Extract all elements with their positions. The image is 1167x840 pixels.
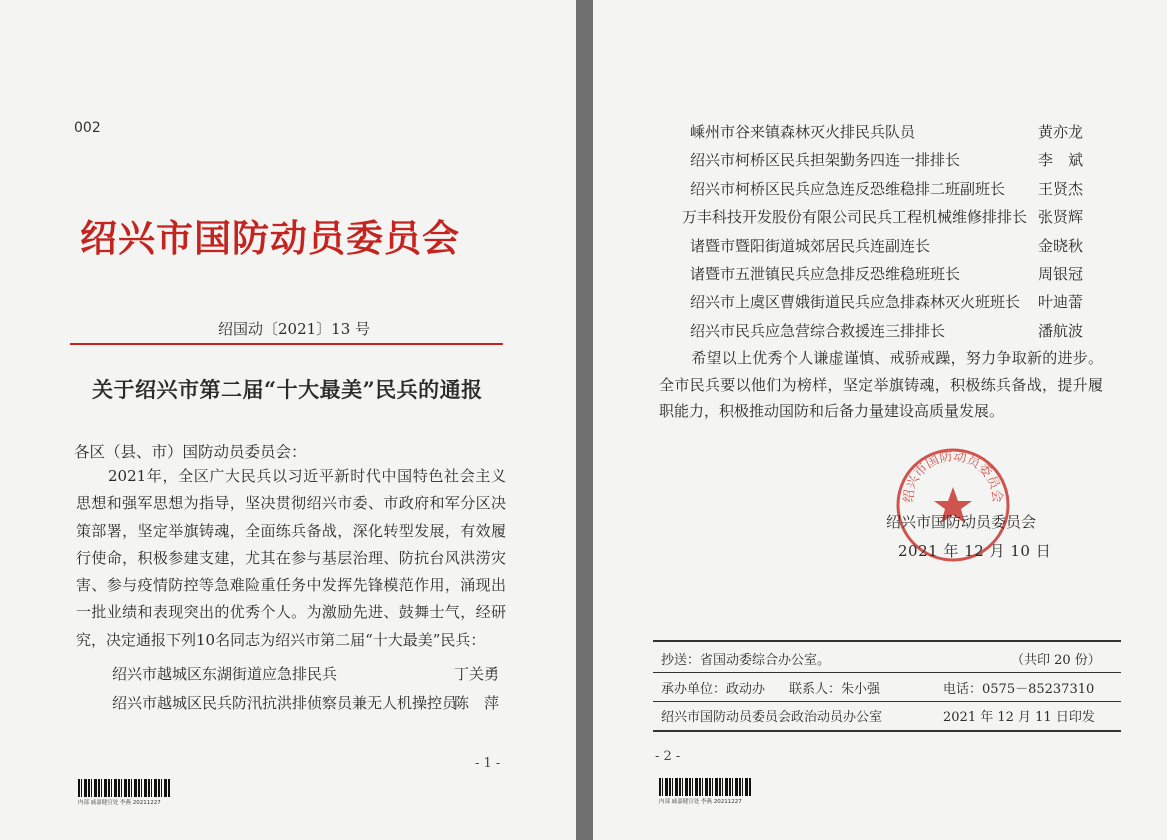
contact-phone: 电话：0575－85237310 [943, 682, 1095, 697]
honoree-entry [690, 320, 1120, 348]
honoree-entry [690, 178, 1120, 206]
contact-person: 联系人：朱小强 [789, 682, 881, 697]
honoree-name: 王贤杰 [1038, 179, 1084, 198]
seal-lettering: 绍兴市国防动员委员会 [901, 449, 1005, 504]
honoree-name: 丁关勇 [454, 665, 500, 683]
honoree-name: 金晓秋 [1038, 236, 1084, 255]
honoree-name: 张贤辉 [1038, 208, 1084, 227]
honoree-name: 黄亦龙 [1038, 123, 1084, 141]
barcode-caption: 内部 戚嘉健宣处 李燕 20211227 [78, 800, 161, 806]
honoree-list [682, 121, 1120, 348]
closing-text: 希望以上优秀个人谦虚谨慎、戒骄戒躁，努力争取新的进步。全市民兵要以他们为榜样，坚定举旗铸魂，积极练兵备战，提升履职能力，积极推动国防和后备力量建设高质量发展。 [659, 349, 1103, 420]
page-number: - 1 - [475, 756, 501, 771]
honoree-name: 李 斌 [1038, 151, 1084, 170]
notice-title: 关于绍兴市第二届“十大最美”民兵的通报 [92, 377, 483, 402]
honoree-entry [112, 663, 512, 685]
honoree-entry [682, 206, 1120, 234]
copy-count: （共印 20 份） [1011, 653, 1101, 668]
contact-row [653, 678, 1121, 698]
page-number: - 2 - [655, 749, 681, 764]
honoree-title: 绍兴市上虞区曹娥街道民兵应急排森林灭火班班长 [690, 293, 1021, 312]
signature-organization: 绍兴市国防动员委员会 [886, 513, 1037, 531]
document-number: 绍国动〔2021〕13 号 [218, 320, 371, 338]
document-page-1 [0, 0, 576, 840]
honoree-entry [690, 291, 1120, 319]
barcode-stamp [659, 778, 751, 805]
honoree-name: 陈 萍 [454, 694, 500, 712]
honoree-title: 绍兴市越城区民兵防汛抗洪排侦察员兼无人机操控员 [112, 694, 458, 712]
footer-rule-top [653, 640, 1121, 642]
honoree-name: 潘航波 [1038, 321, 1084, 340]
honoree-title: 绍兴市柯桥区民兵担架勤务四连一排排长 [690, 151, 961, 170]
barcode-icon [78, 779, 170, 797]
barcode-caption: 内部 戚嘉健宣处 李燕 20211227 [659, 799, 742, 805]
honoree-title: 绍兴市柯桥区民兵应急连反恐维稳排二班副班长 [690, 179, 1006, 198]
honoree-title: 诸暨市五泄镇民兵应急排反恐维稳班班长 [690, 264, 961, 283]
honoree-entry [690, 263, 1120, 291]
document-code: 002 [74, 120, 101, 136]
barcode-icon [659, 778, 751, 796]
issue-date: 2021 年 12 月 11 日印发 [943, 710, 1095, 725]
honoree-entry [690, 235, 1120, 263]
barcode-stamp [78, 779, 170, 806]
signature-date: 2021 年 12 月 10 日 [898, 542, 1052, 560]
red-divider [70, 343, 503, 345]
honoree-name: 周银冠 [1038, 264, 1084, 283]
cc-recipients: 抄送：省国动委综合办公室。 [661, 653, 831, 668]
body-text: 2021年，全区广大民兵以习近平新时代中国特色社会主义思想和强军思想为指导，坚决贯彻绍兴市委、市政府和军分区决策部署，坚定举旗铸魂，全面练兵备战，深化转型发展，有效履行使命，积极参建支建，尤其在参与基层治理、防抗台风洪涝灾害、参与疫情防控等急难险重任务中发挥先锋模范作用，涌现出一批业绩和表现突出的优秀个人。为激励先进、鼓舞士气，经研究，决定通报下列10名同志为绍兴市第二届“十大最美”民兵： [76, 467, 506, 649]
honoree-name: 叶迪蕾 [1038, 293, 1084, 312]
salutation: 各区（县、市）国防动员委员会： [74, 443, 307, 461]
footer-rule-bottom [653, 730, 1121, 732]
handling-unit: 承办单位：政动办 [661, 682, 766, 697]
honoree-entry [112, 692, 512, 714]
issue-row [653, 706, 1121, 726]
honoree-title: 绍兴市民兵应急营综合救援连三排排长 [690, 321, 946, 340]
honoree-title: 嵊州市谷来镇森林灭火排民兵队员 [690, 123, 916, 141]
cc-row [653, 649, 1121, 669]
honoree-title: 诸暨市暨阳街道城郊居民兵连副连长 [690, 236, 931, 255]
body-paragraph [76, 463, 506, 654]
honoree-title: 绍兴市越城区东湖街道应急排民兵 [112, 665, 338, 683]
footer-rule [653, 701, 1121, 702]
document-page-2 [593, 0, 1167, 840]
closing-paragraph [659, 345, 1103, 425]
honoree-title: 万丰科技开发股份有限公司民兵工程机械维修排排长 [682, 208, 1028, 227]
issuer-header: 绍兴市国防动员委员会 [80, 217, 460, 260]
footer-rule [653, 672, 1121, 673]
issuing-office: 绍兴市国防动员委员会政治动员办公室 [661, 710, 883, 725]
honoree-entry [690, 149, 1120, 177]
honoree-entry [690, 121, 1120, 149]
